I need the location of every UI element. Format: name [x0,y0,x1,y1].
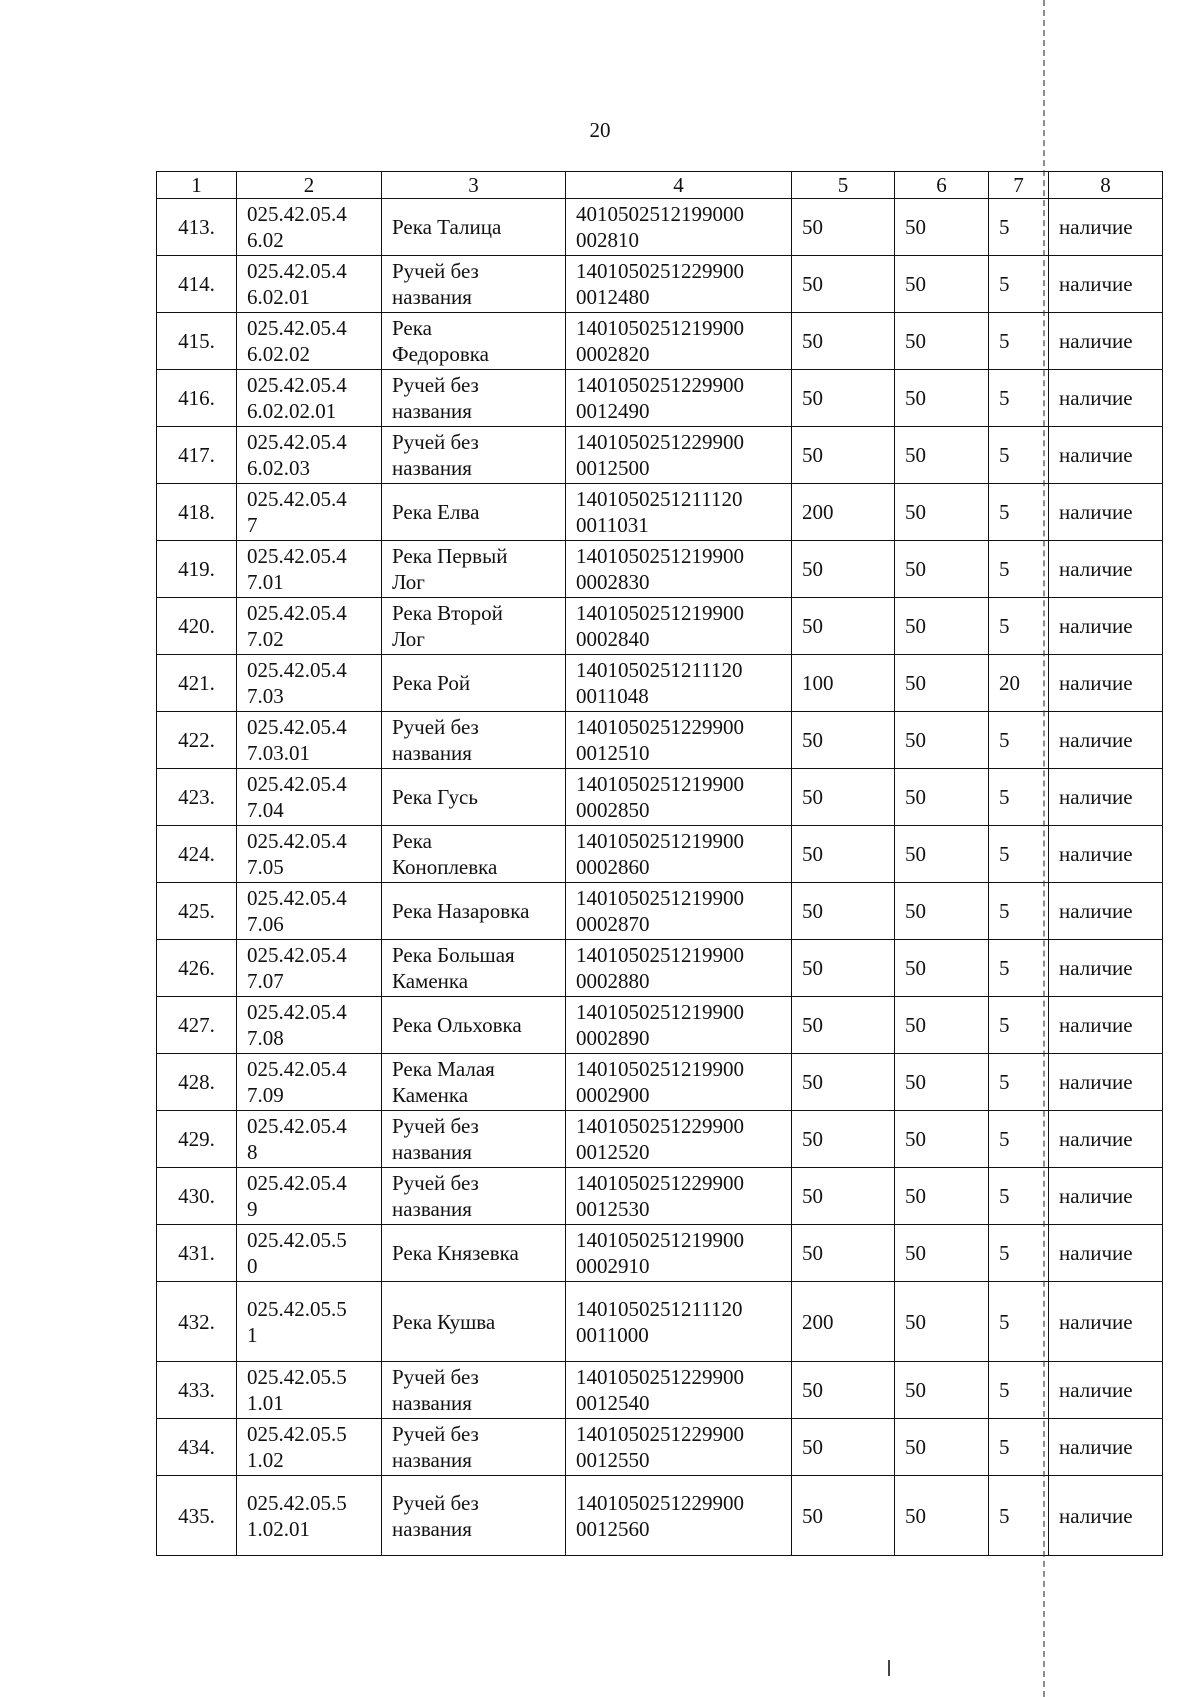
table-row [157,541,1163,598]
water-body-code: 025.42.05.5 1.02.01 [237,1476,382,1556]
column-6-value: 50 [895,484,989,541]
water-body-name: Река Талица [382,199,566,256]
table-row [157,1111,1163,1168]
row-number: 426. [157,940,237,997]
registry-number: 1401050251219900 0002870 [566,883,792,940]
row-number: 421. [157,655,237,712]
column-6-value: 50 [895,1168,989,1225]
water-body-code: 025.42.05.4 6.02.02 [237,313,382,370]
registry-number: 1401050251211120 0011000 [566,1282,792,1362]
column-5-value: 50 [792,313,895,370]
table-row [157,883,1163,940]
water-body-code: 025.42.05.5 1.02 [237,1419,382,1476]
row-number: 419. [157,541,237,598]
status-value: наличие [1049,655,1163,712]
column-5-value: 50 [792,712,895,769]
column-7-value: 5 [989,1111,1049,1168]
column-6-value: 50 [895,1225,989,1282]
table-row [157,313,1163,370]
row-number: 415. [157,313,237,370]
column-5-value: 50 [792,940,895,997]
row-number: 432. [157,1282,237,1362]
column-5-value: 50 [792,883,895,940]
row-number: 429. [157,1111,237,1168]
registry-number: 1401050251219900 0002850 [566,769,792,826]
column-6-value: 50 [895,1111,989,1168]
table-body [157,199,1163,1556]
registry-number: 1401050251219900 0002900 [566,1054,792,1111]
water-body-name: Река Второй Лог [382,598,566,655]
column-6-value: 50 [895,199,989,256]
status-value: наличие [1049,1054,1163,1111]
registry-number: 1401050251229900 0012490 [566,370,792,427]
water-body-code: 025.42.05.4 6.02 [237,199,382,256]
row-number: 413. [157,199,237,256]
table-row [157,940,1163,997]
water-body-name: Ручей без названия [382,370,566,427]
column-6-value: 50 [895,313,989,370]
status-value: наличие [1049,313,1163,370]
column-7-value: 5 [989,598,1049,655]
column-6-value: 50 [895,655,989,712]
column-6-value: 50 [895,826,989,883]
table-row [157,1168,1163,1225]
water-body-name: Ручей без названия [382,1476,566,1556]
registry-number: 1401050251219900 0002880 [566,940,792,997]
column-5-value: 200 [792,1282,895,1362]
water-body-name: Река Коноплевка [382,826,566,883]
column-5-value: 50 [792,1111,895,1168]
register-table [156,171,1163,1556]
column-7-value: 5 [989,370,1049,427]
row-number: 428. [157,1054,237,1111]
registry-number: 1401050251229900 0012500 [566,427,792,484]
registry-number: 1401050251219900 0002860 [566,826,792,883]
status-value: наличие [1049,883,1163,940]
row-number: 435. [157,1476,237,1556]
column-5-value: 100 [792,655,895,712]
table-row [157,199,1163,256]
row-number: 417. [157,427,237,484]
status-value: наличие [1049,199,1163,256]
column-7-value: 5 [989,1282,1049,1362]
column-5-value: 50 [792,199,895,256]
water-body-code: 025.42.05.5 0 [237,1225,382,1282]
row-number: 414. [157,256,237,313]
column-6-value: 50 [895,712,989,769]
registry-number: 1401050251229900 0012550 [566,1419,792,1476]
column-5-value: 50 [792,541,895,598]
registry-number: 1401050251219900 0002910 [566,1225,792,1282]
column-5-value: 50 [792,370,895,427]
registry-number: 1401050251219900 0002820 [566,313,792,370]
column-7-value: 5 [989,1419,1049,1476]
status-value: наличие [1049,1111,1163,1168]
status-value: наличие [1049,1282,1163,1362]
table-row [157,1225,1163,1282]
row-number: 422. [157,712,237,769]
column-header: 1 [157,172,237,199]
water-body-code: 025.42.05.4 7.03.01 [237,712,382,769]
water-body-code: 025.42.05.4 9 [237,1168,382,1225]
column-6-value: 50 [895,427,989,484]
column-5-value: 50 [792,1168,895,1225]
column-header: 2 [237,172,382,199]
column-6-value: 50 [895,598,989,655]
water-body-name: Ручей без названия [382,427,566,484]
registry-number: 1401050251229900 0012560 [566,1476,792,1556]
column-7-value: 5 [989,313,1049,370]
column-7-value: 20 [989,655,1049,712]
column-6-value: 50 [895,769,989,826]
status-value: наличие [1049,1362,1163,1419]
table-row [157,598,1163,655]
row-number: 427. [157,997,237,1054]
header-row [157,172,1163,199]
status-value: наличие [1049,940,1163,997]
row-number: 433. [157,1362,237,1419]
water-body-name: Река Гусь [382,769,566,826]
row-number: 420. [157,598,237,655]
column-7-value: 5 [989,484,1049,541]
row-number: 424. [157,826,237,883]
column-6-value: 50 [895,370,989,427]
water-body-name: Ручей без названия [382,1111,566,1168]
column-header: 5 [792,172,895,199]
water-body-code: 025.42.05.4 7.06 [237,883,382,940]
column-header: 8 [1049,172,1163,199]
registry-number: 1401050251229900 0012530 [566,1168,792,1225]
column-6-value: 50 [895,1282,989,1362]
table-row [157,427,1163,484]
column-header: 6 [895,172,989,199]
column-7-value: 5 [989,883,1049,940]
column-header: 4 [566,172,792,199]
status-value: наличие [1049,484,1163,541]
table-row [157,1054,1163,1111]
scan-mark [888,1660,890,1676]
water-body-name: Ручей без названия [382,1419,566,1476]
table-row [157,826,1163,883]
water-body-code: 025.42.05.4 7.01 [237,541,382,598]
water-body-code: 025.42.05.4 7.03 [237,655,382,712]
column-6-value: 50 [895,940,989,997]
column-header: 7 [989,172,1049,199]
column-6-value: 50 [895,1476,989,1556]
column-7-value: 5 [989,427,1049,484]
water-body-name: Река Князевка [382,1225,566,1282]
column-7-value: 5 [989,199,1049,256]
column-7-value: 5 [989,1476,1049,1556]
column-5-value: 50 [792,256,895,313]
status-value: наличие [1049,1419,1163,1476]
column-5-value: 50 [792,826,895,883]
status-value: наличие [1049,1476,1163,1556]
column-5-value: 50 [792,769,895,826]
table-row [157,655,1163,712]
row-number: 423. [157,769,237,826]
water-body-code: 025.42.05.4 7.04 [237,769,382,826]
column-7-value: 5 [989,1168,1049,1225]
column-7-value: 5 [989,1054,1049,1111]
column-6-value: 50 [895,256,989,313]
column-6-value: 50 [895,541,989,598]
column-7-value: 5 [989,256,1049,313]
row-number: 434. [157,1419,237,1476]
water-body-name: Ручей без названия [382,256,566,313]
water-body-code: 025.42.05.4 6.02.01 [237,256,382,313]
column-5-value: 50 [792,1362,895,1419]
column-5-value: 50 [792,1054,895,1111]
status-value: наличие [1049,712,1163,769]
column-7-value: 5 [989,712,1049,769]
table-row [157,1476,1163,1556]
water-body-name: Река Рой [382,655,566,712]
water-body-code: 025.42.05.4 7.09 [237,1054,382,1111]
table-row [157,370,1163,427]
status-value: наличие [1049,1168,1163,1225]
row-number: 425. [157,883,237,940]
water-body-name: Река Малая Каменка [382,1054,566,1111]
water-body-name: Река Большая Каменка [382,940,566,997]
column-7-value: 5 [989,769,1049,826]
page-number: 20 [589,118,611,142]
column-5-value: 50 [792,1476,895,1556]
water-body-code: 025.42.05.5 1 [237,1282,382,1362]
row-number: 431. [157,1225,237,1282]
column-6-value: 50 [895,1054,989,1111]
table-row [157,256,1163,313]
status-value: наличие [1049,997,1163,1054]
column-7-value: 5 [989,541,1049,598]
row-number: 430. [157,1168,237,1225]
water-body-name: Река Ольховка [382,997,566,1054]
registry-number: 1401050251211120 0011048 [566,655,792,712]
column-5-value: 50 [792,1419,895,1476]
water-body-name: Река Елва [382,484,566,541]
column-5-value: 50 [792,1225,895,1282]
water-body-code: 025.42.05.4 7.08 [237,997,382,1054]
column-6-value: 50 [895,1419,989,1476]
table-row [157,712,1163,769]
water-body-name: Ручей без названия [382,712,566,769]
table-row [157,1362,1163,1419]
water-body-name: Река Федоровка [382,313,566,370]
column-6-value: 50 [895,1362,989,1419]
registry-number: 1401050251219900 0002840 [566,598,792,655]
water-body-code: 025.42.05.4 7.07 [237,940,382,997]
column-7-value: 5 [989,826,1049,883]
row-number: 416. [157,370,237,427]
column-5-value: 50 [792,427,895,484]
column-5-value: 50 [792,598,895,655]
scan-edge-line [1043,0,1045,1697]
water-body-name: Река Первый Лог [382,541,566,598]
water-body-code: 025.42.05.4 6.02.02.01 [237,370,382,427]
status-value: наличие [1049,826,1163,883]
registry-number: 1401050251229900 0012480 [566,256,792,313]
status-value: наличие [1049,256,1163,313]
registry-number: 1401050251229900 0012540 [566,1362,792,1419]
registry-number: 1401050251219900 0002830 [566,541,792,598]
status-value: наличие [1049,769,1163,826]
water-body-code: 025.42.05.5 1.01 [237,1362,382,1419]
status-value: наличие [1049,541,1163,598]
water-body-name: Река Назаровка [382,883,566,940]
column-5-value: 50 [792,997,895,1054]
water-body-code: 025.42.05.4 8 [237,1111,382,1168]
registry-number: 1401050251211120 0011031 [566,484,792,541]
column-6-value: 50 [895,997,989,1054]
table-row [157,997,1163,1054]
water-body-code: 025.42.05.4 7.05 [237,826,382,883]
water-body-name: Ручей без названия [382,1168,566,1225]
registry-number: 1401050251229900 0012520 [566,1111,792,1168]
table-row [157,1282,1163,1362]
column-7-value: 5 [989,997,1049,1054]
column-6-value: 50 [895,883,989,940]
registry-number: 1401050251229900 0012510 [566,712,792,769]
table-row [157,484,1163,541]
water-body-name: Ручей без названия [382,1362,566,1419]
column-7-value: 5 [989,1362,1049,1419]
registry-number: 1401050251219900 0002890 [566,997,792,1054]
column-header: 3 [382,172,566,199]
registry-number: 4010502512199000 002810 [566,199,792,256]
status-value: наличие [1049,598,1163,655]
row-number: 418. [157,484,237,541]
column-5-value: 200 [792,484,895,541]
column-7-value: 5 [989,1225,1049,1282]
table-row [157,769,1163,826]
status-value: наличие [1049,427,1163,484]
water-body-code: 025.42.05.4 7 [237,484,382,541]
water-body-name: Река Кушва [382,1282,566,1362]
status-value: наличие [1049,370,1163,427]
water-body-code: 025.42.05.4 6.02.03 [237,427,382,484]
water-body-code: 025.42.05.4 7.02 [237,598,382,655]
table-row [157,1419,1163,1476]
status-value: наличие [1049,1225,1163,1282]
column-7-value: 5 [989,940,1049,997]
